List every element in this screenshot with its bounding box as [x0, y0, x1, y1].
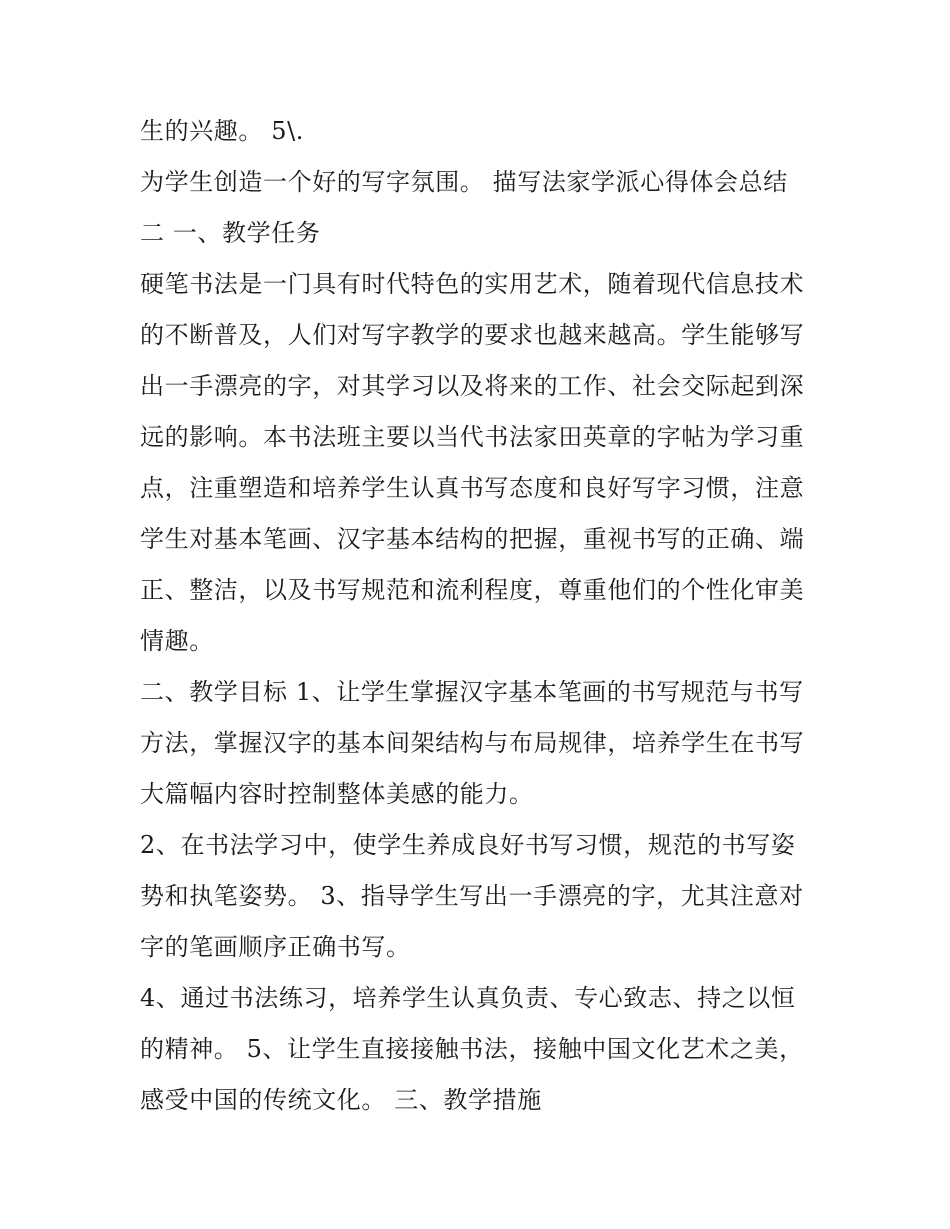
section-heading: 二、教学目标 1、让学生掌握汉字基本笔画的书写规范与书写 — [140, 678, 804, 706]
text-line: 出一手漂亮的字，对其学习以及将来的工作、社会交际起到深 — [140, 372, 805, 400]
text-line: 字的笔画顺序正确书写。 — [140, 933, 411, 961]
text-line: 点，注重塑造和培养学生认真书写态度和良好写字习惯，注意 — [140, 474, 805, 502]
text-line: 势和执笔姿势。 3、指导学生写出一手漂亮的字，尤其注意对 — [140, 882, 804, 910]
text-line: 大篇幅内容时控制整体美感的能力。 — [140, 780, 534, 808]
text-line: 硬笔书法是一门具有时代特色的实用艺术，随着现代信息技术 — [140, 270, 805, 298]
text-line: 情趣。 — [140, 627, 214, 655]
text-line: 为学生创造一个好的写字氛围。 描写法家学派心得体会总结 — [140, 168, 788, 196]
text-line: 生的兴趣。 5\. — [140, 117, 305, 145]
text-line: 学生对基本笔画、汉字基本结构的把握，重视书写的正确、端 — [140, 525, 805, 553]
text-line: 4、通过书法练习，培养学生认真负责、专心致志、持之以恒 — [140, 984, 796, 1012]
text-line: 的不断普及，人们对写字教学的要求也越来越高。学生能够写 — [140, 321, 805, 349]
text-line: 远的影响。本书法班主要以当代书法家田英章的字帖为学习重 — [140, 423, 805, 451]
text-line: 的精神。 5、让学生直接接触书法，接触中国文化艺术之美， — [140, 1035, 804, 1063]
section-heading: 二 一、教学任务 — [140, 219, 321, 247]
section-heading: 感受中国的传统文化。 三、教学措施 — [140, 1086, 542, 1114]
text-line: 2、在书法学习中，使学生养成良好书写习惯，规范的书写姿 — [140, 831, 796, 859]
document-body — [140, 106, 830, 1126]
text-line: 正、整洁，以及书写规范和流利程度，尊重他们的个性化审美 — [140, 576, 805, 604]
text-line: 方法，掌握汉字的基本间架结构与布局规律，培养学生在书写 — [140, 729, 805, 757]
